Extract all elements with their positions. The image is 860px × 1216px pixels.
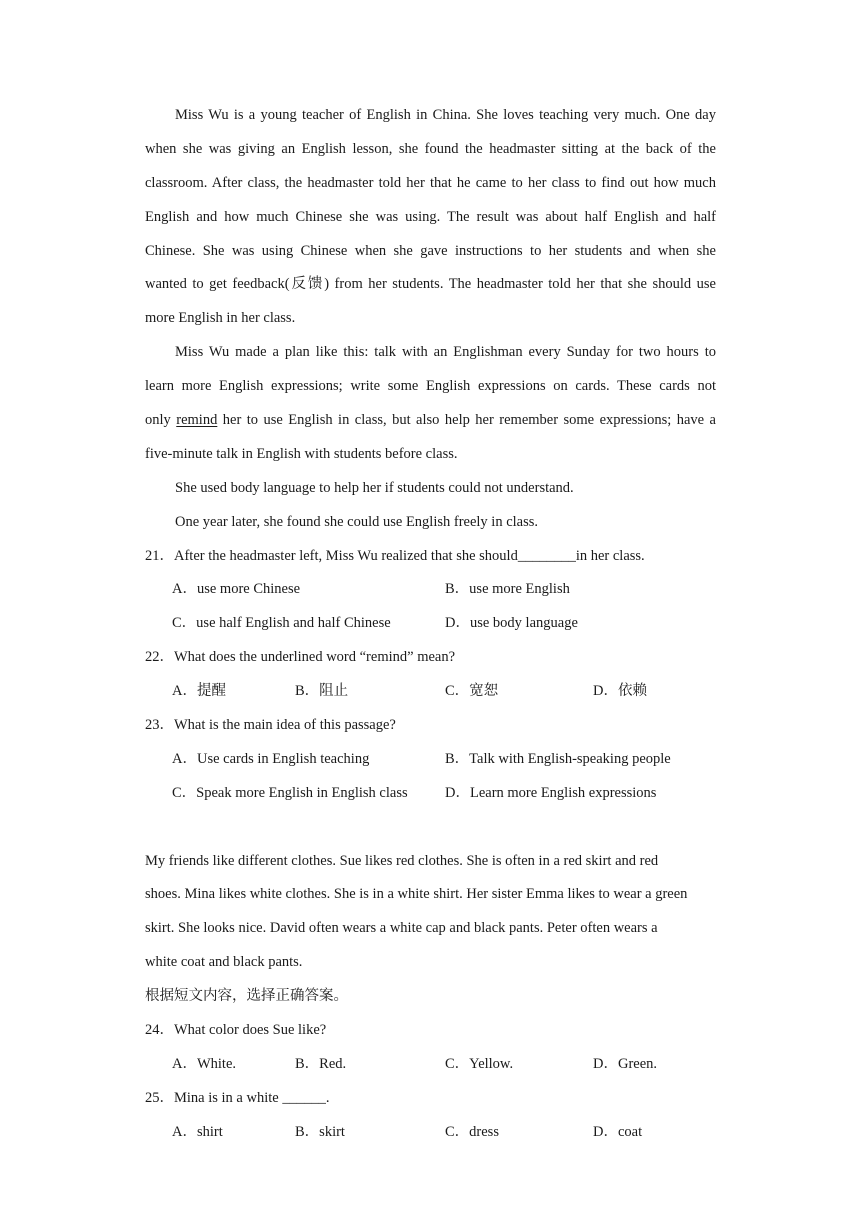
option-a[interactable]: A．shirt xyxy=(172,1123,223,1140)
question-22-options xyxy=(145,675,716,709)
section-spacer xyxy=(145,811,716,845)
passage1-line: Chinese. She was using Chinese when she gave instructions to her students and when she xyxy=(145,242,716,259)
page-content xyxy=(145,99,716,1150)
passage2-line: My friends like different clothes. Sue likes red clothes. She is often in a red skirt and red xyxy=(145,852,659,869)
passage1-paragraph4: One year later, she found she could use English freely in class. xyxy=(175,513,539,530)
question-24-stem: 24．What color does Sue like? xyxy=(145,1022,327,1039)
passage1-line: five-minute talk in English with students before class. xyxy=(145,445,458,462)
question-21-options-row1 xyxy=(145,573,716,607)
instruction-text: 根据短文内容，选择正确答案。 xyxy=(145,988,348,1005)
option-a[interactable]: A．Use cards in English teaching xyxy=(172,750,370,767)
passage1-line: English and how much Chinese she was using. The result was about half English and half xyxy=(145,208,716,225)
option-a[interactable]: A．White. xyxy=(172,1055,237,1072)
option-a[interactable]: A．提醒 xyxy=(172,683,226,700)
passage2-line: shoes. Mina likes white clothes. She is in a white shirt. Her sister Emma likes to wear a green xyxy=(145,886,688,903)
passage1-line: Miss Wu is a young teacher of English in China. She loves teaching very much. One day xyxy=(175,107,716,123)
option-d[interactable]: D．coat xyxy=(593,1123,643,1140)
option-b[interactable]: B．Talk with English-speaking people xyxy=(445,750,671,767)
option-b[interactable]: B．skirt xyxy=(295,1123,345,1140)
question-21-options-row2 xyxy=(145,607,716,641)
passage1-paragraph2 xyxy=(145,336,716,472)
question-23-options-row1 xyxy=(145,743,716,777)
passage1-paragraph1 xyxy=(145,99,716,336)
option-c[interactable]: C．宽恕 xyxy=(445,683,499,700)
option-d[interactable]: D．Green. xyxy=(593,1055,658,1072)
option-b[interactable]: B．Red. xyxy=(295,1055,347,1072)
question-25-stem: 25．Mina is in a white ______. xyxy=(145,1089,330,1106)
option-d[interactable]: D．Learn more English expressions xyxy=(445,784,657,801)
passage2-line: skirt. She looks nice. David often wears a white cap and black pants. Peter often wears a xyxy=(145,920,658,937)
passage1-line: wanted to get feedback(反馈) from her students. The headmaster told her that she should use xyxy=(145,276,716,293)
passage1-line: more English in her class. xyxy=(145,310,296,327)
option-c[interactable]: C．dress xyxy=(445,1123,499,1140)
passage1-line: learn more English expressions; write some English expressions on cards. These cards not xyxy=(145,378,716,395)
text-span: only xyxy=(145,412,177,429)
option-b[interactable]: B．use more English xyxy=(445,581,570,598)
option-d[interactable]: D．依赖 xyxy=(593,683,647,700)
question-21-stem: 21．After the headmaster left, Miss Wu realized that she should________in her class. xyxy=(145,547,645,564)
question-23-stem: 23．What is the main idea of this passage? xyxy=(145,717,396,734)
passage2 xyxy=(145,845,716,981)
option-c[interactable]: C．Yellow. xyxy=(445,1055,514,1072)
passage1-line: Miss Wu made a plan like this: talk with an Englishman every Sunday for two hours to xyxy=(175,344,716,361)
question-25-options xyxy=(145,1116,716,1150)
passage1-line: classroom. After class, the headmaster told her that he came to her class to find out how much xyxy=(145,174,716,191)
option-d[interactable]: D．use body language xyxy=(445,615,578,632)
question-23-options-row2 xyxy=(145,777,716,811)
passage1-line-with-underline xyxy=(145,404,716,438)
option-c[interactable]: C．use half English and half Chinese xyxy=(172,615,391,632)
question-22-stem: 22．What does the underlined word “remind” mean? xyxy=(145,649,456,666)
passage2-line: white coat and black pants. xyxy=(145,954,303,971)
question-24-options xyxy=(145,1048,716,1082)
passage1-paragraph3: She used body language to help her if students could not understand. xyxy=(175,479,574,496)
passage1-line: when she was giving an English lesson, she found the headmaster sitting at the back of the xyxy=(145,140,716,157)
underlined-word-remind: remind xyxy=(176,412,218,429)
option-c[interactable]: C．Speak more English in English class xyxy=(172,784,408,801)
option-a[interactable]: A．use more Chinese xyxy=(172,581,301,598)
option-b[interactable]: B．阻止 xyxy=(295,683,349,700)
text-span: her to use English in class, but also help her remember some expressions; have a xyxy=(217,412,716,429)
